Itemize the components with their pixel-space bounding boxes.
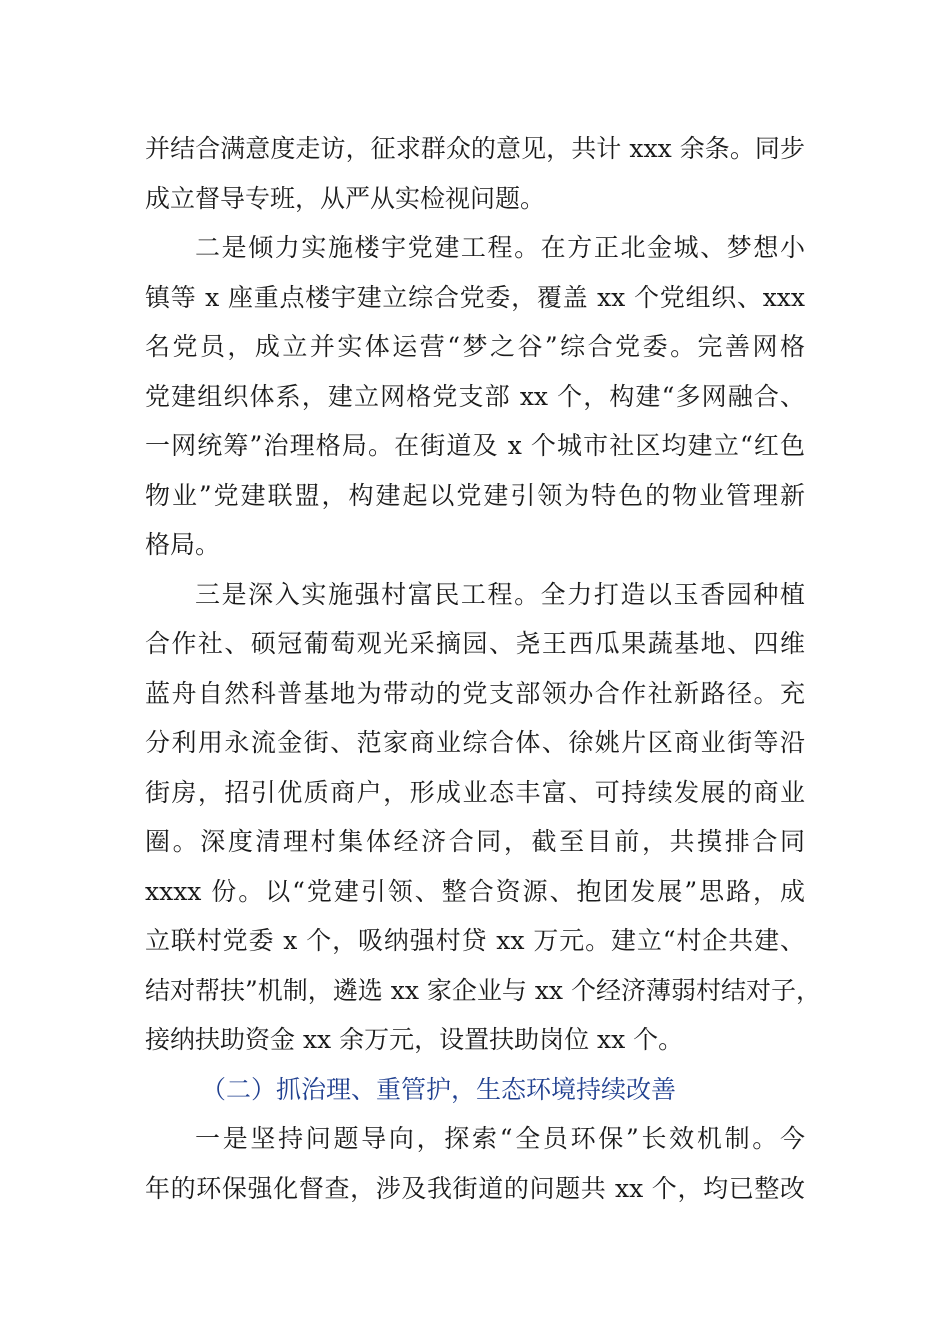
text-line: 格局。 <box>145 530 221 559</box>
text-line: 党建组织体系，建立网格党支部 xx 个，构建“多网融合、 <box>145 381 805 411</box>
paragraph-3 <box>145 570 821 1065</box>
text-line: 立联村党委 x 个，吸纳强村贷 xx 万元。建立“村企共建、 <box>145 926 805 955</box>
text-line: 合作社、硕冠葡萄观光采摘园、尧王西瓜果蔬基地、四维 <box>145 629 805 658</box>
text-line: 名党员，成立并实体运营“梦之谷”综合党委。完善网格 <box>145 332 805 361</box>
section-heading: （二）抓治理、重管护，生态环境持续改善 <box>201 1074 677 1104</box>
text-line: 分利用永流金街、范家商业综合体、徐姚片区商业街等沿 <box>145 728 805 757</box>
text-line: 二是倾力实施楼宇党建工程。在方正北金城、梦想小 <box>195 233 805 262</box>
text-line: 三是深入实施强村富民工程。全力打造以玉香园种植 <box>195 579 805 609</box>
text-line: 物业”党建联盟，构建起以党建引领为特色的物业管理新 <box>145 480 805 510</box>
text-line: 成立督导专班，从严从实检视问题。 <box>145 183 546 213</box>
paragraph-2 <box>145 223 805 570</box>
document-body <box>145 124 821 1213</box>
text-line: 蓝舟自然科普基地为带动的党支部领办合作社新路径。充 <box>145 678 805 708</box>
paragraph-1 <box>145 124 805 223</box>
paragraph-4 <box>145 1114 805 1213</box>
text-line: 一是坚持问题导向，探索“全员环保”长效机制。今 <box>195 1124 805 1153</box>
text-line: 街房，招引优质商户，形成业态丰富、可持续发展的商业 <box>145 777 805 807</box>
text-line: xxxx 份。以“党建引领、整合资源、抱团发展”思路，成 <box>145 876 805 906</box>
text-line: 结对帮扶”机制，遴选 xx 家企业与 xx 个经济薄弱村结对子， <box>145 975 821 1005</box>
text-line: 年的环保强化督查，涉及我街道的问题共 xx 个，均已整改 <box>145 1173 805 1203</box>
text-line: 镇等 x 座重点楼宇建立综合党委，覆盖 xx 个党组织、xxx <box>145 282 805 312</box>
text-line: 一网统筹”治理格局。在街道及 x 个城市社区均建立“红色 <box>145 431 805 460</box>
text-line: 并结合满意度走访，征求群众的意见，共计 xxx 余条。同步 <box>145 134 805 163</box>
text-line: 圈。深度清理村集体经济合同，截至目前，共摸排合同 <box>145 827 805 856</box>
text-line: 接纳扶助资金 xx 余万元，设置扶助岗位 xx 个。 <box>145 1025 684 1054</box>
